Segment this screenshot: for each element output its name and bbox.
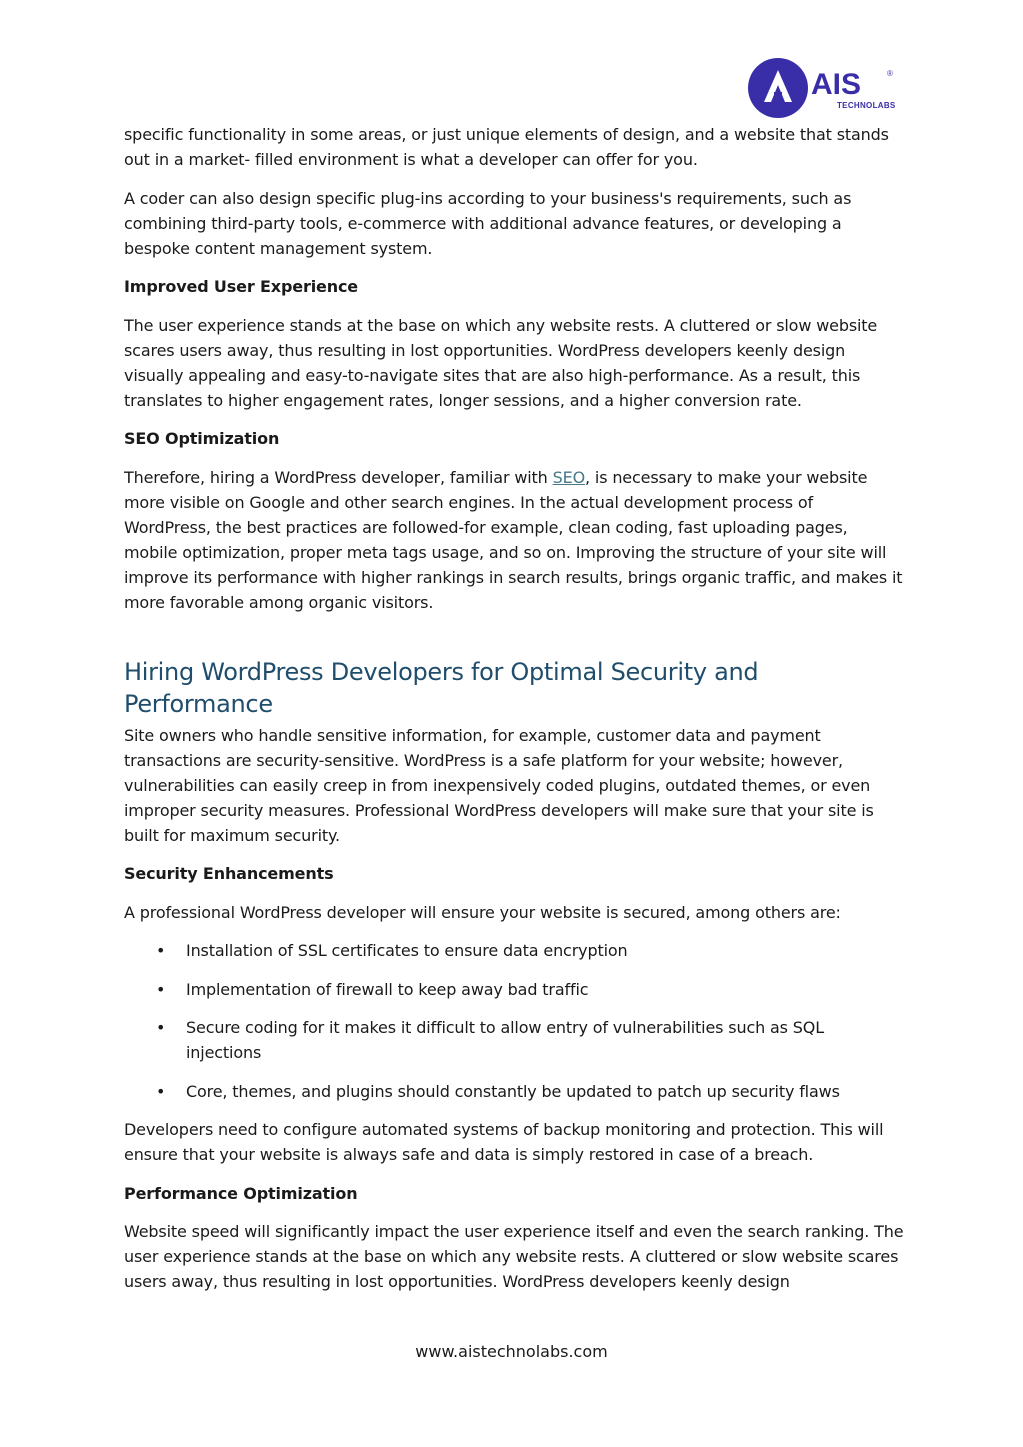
bullet-icon: • — [156, 941, 166, 960]
paragraph-intro-continued: specific functionality in some areas, or just unique elements of design, and a website that stands out in a market- filled environment is what a developer can offer for you. — [124, 125, 889, 169]
list-item — [124, 1015, 904, 1065]
seo-link[interactable]: SEO — [552, 467, 586, 487]
footer-url: www.aistechnolabs.com — [415, 1342, 608, 1361]
heading-performance-optimization: Performance Optimization — [124, 1183, 358, 1203]
bullet-icon: • — [156, 979, 166, 999]
list-item-text: Secure coding for it makes it difficult to allow entry of vulnerabilities such as SQL injections — [186, 1018, 825, 1062]
logo-sub-text: TECHNOLABS — [837, 101, 896, 110]
logo-icon — [745, 56, 905, 120]
paragraph-backup: Developers need to configure automated systems of backup monitoring and protection. This will ensure that your website is always safe and data is simply restored in case of a breach. — [124, 1120, 884, 1164]
security-bullet-list — [124, 938, 904, 1104]
list-item-text: Installation of SSL certificates to ensure data encryption — [186, 941, 628, 960]
paragraph-security-intro: Site owners who handle sensitive information, for example, customer data and payment transactions are security-sensitive. WordPress is a safe platform for your website; however, vulnerabilities can easily creep in from inexpensively coded plugins, outdated themes, or even improper security measures. Professional WordPress developers will make sure that your site is built for maximum security. — [124, 725, 874, 845]
logo-registered-mark: ® — [887, 69, 893, 78]
paragraph-seo-end: , is necessary to make your website more visible on Google and other search engines. In the actual development process of WordPress, the best practices are followed-for example, clean coding, fast uploading pages, mobile optimization, proper meta tags usage, and so on. Improving the structure of your site will improve its performance with higher rankings in search results, brings organic traffic, and makes it more favorable among organic visitors. — [124, 467, 903, 612]
bullet-icon: • — [156, 1081, 166, 1101]
list-item — [124, 938, 904, 963]
list-item-text: Implementation of firewall to keep away bad traffic — [186, 979, 589, 999]
paragraph-seo — [124, 465, 904, 615]
heading-seo-optimization: SEO Optimization — [124, 429, 280, 448]
list-item-text: Core, themes, and plugins should constantly be updated to patch up security flaws — [186, 1081, 840, 1101]
ais-technolabs-logo — [745, 56, 905, 120]
document-body — [124, 122, 904, 1308]
logo-brand-text: AIS — [811, 68, 862, 101]
paragraph-user-experience: The user experience stands at the base on which any website rests. A cluttered or slow website scares users away, thus resulting in lost opportunities. WordPress developers keenly design visually appealing and easy-to-navigate sites that are also high-performance. As a result, this translates to higher engagement rates, longer sessions, and a higher conversion rate. — [124, 315, 878, 410]
list-item — [124, 977, 904, 1002]
heading-security-enhancements: Security Enhancements — [124, 864, 334, 883]
bullet-icon: • — [156, 1018, 166, 1037]
paragraph-custom-plugins: A coder can also design specific plug-ins according to your business's requirements, such as combining third-party tools, e-commerce with additional advance features, or developing a bespoke content management system. — [124, 188, 852, 258]
heading-improved-user-experience: Improved User Experience — [124, 277, 359, 296]
section-heading-security-performance: Hiring WordPress Developers for Optimal Security and Performance — [124, 657, 759, 718]
paragraph-performance: Website speed will significantly impact the user experience itself and even the search ranking. The user experience stands at the base on which any website rests. A cluttered or slow website scares users away, thus resulting in lost opportunities. WordPress developers keenly design — [124, 1222, 904, 1291]
paragraph-seo-start: Therefore, hiring a WordPress developer, familiar with — [124, 467, 553, 487]
paragraph-security-list-intro: A professional WordPress developer will ensure your website is secured, among others are: — [124, 902, 841, 922]
list-item — [124, 1079, 904, 1104]
